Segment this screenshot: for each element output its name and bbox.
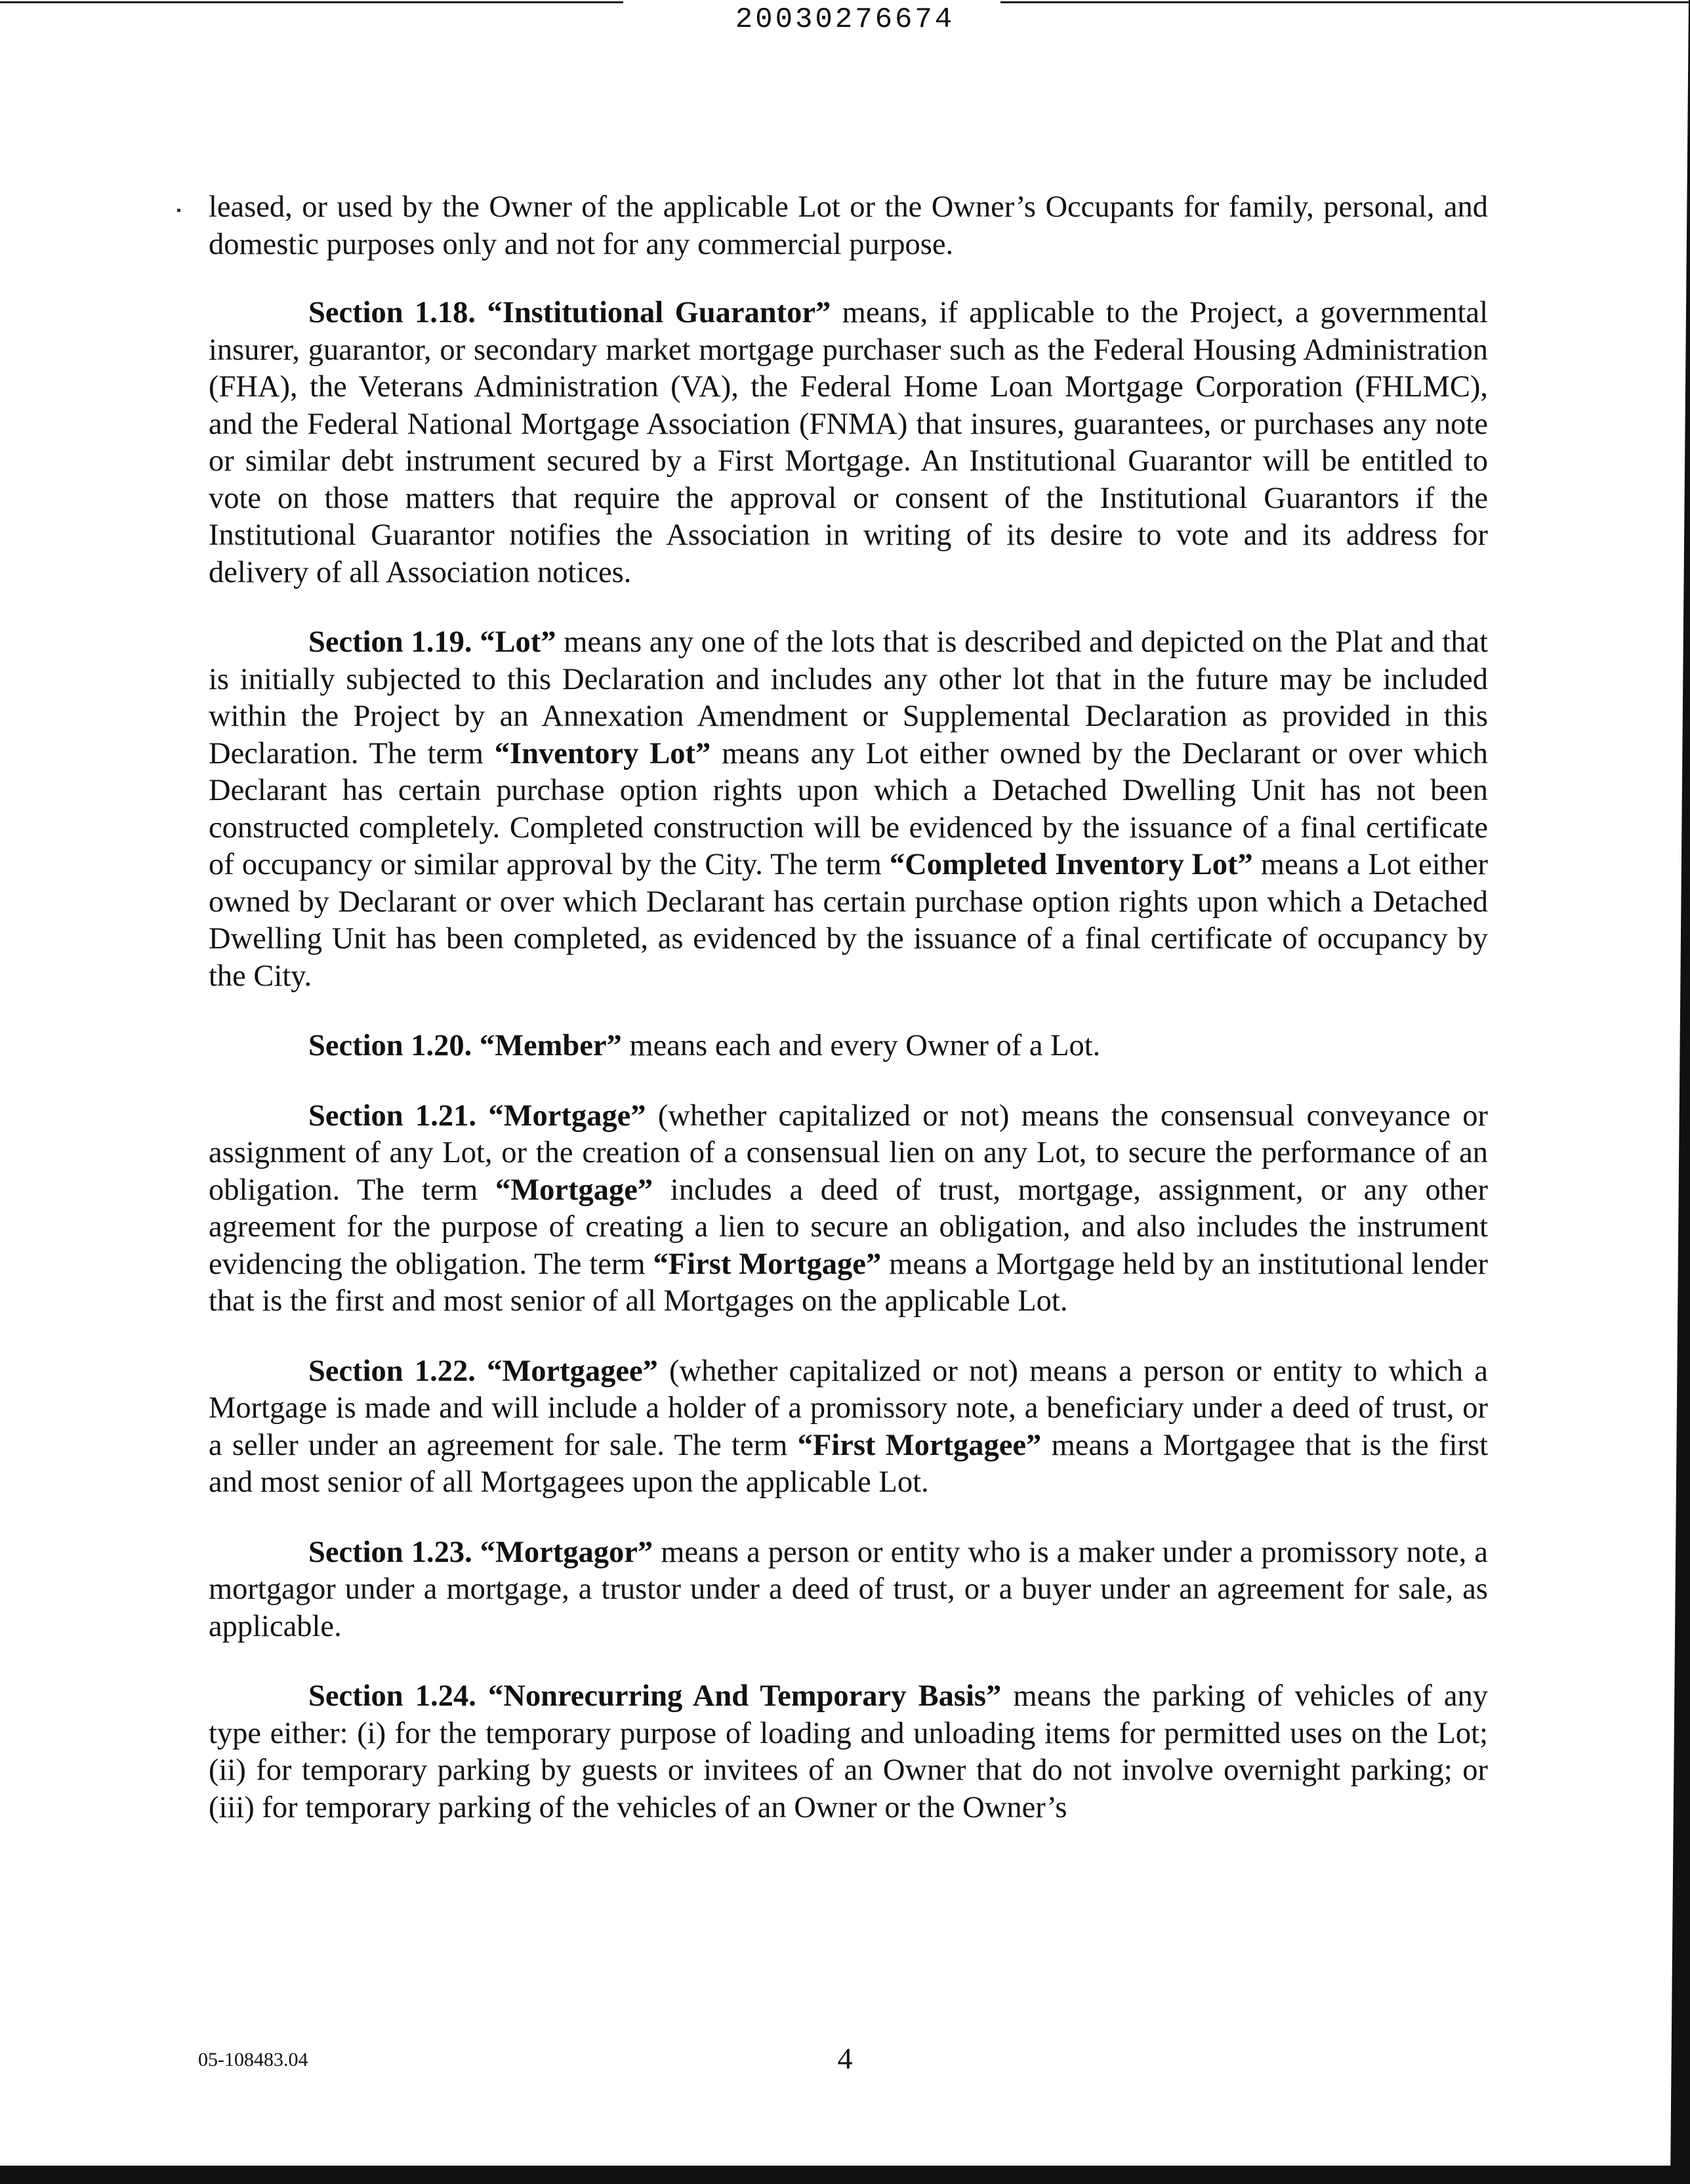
defined-term: “Lot” — [480, 625, 556, 659]
defined-term: “First Mortgage” — [653, 1247, 882, 1281]
footer-document-id: 05-108483.04 — [198, 2049, 308, 2070]
page-number: 4 — [837, 2042, 853, 2075]
paragraph-continuation: leased, or used by the Owner of the applicable Lot or the Owner’s Occupants for family, personal, and domestic purposes only and not for any commercial purpose. — [209, 190, 1488, 261]
bottom-rule — [0, 2166, 1690, 2184]
section-1-20: Section 1.20. “Member” means each and every Owner of a Lot. — [308, 1029, 1101, 1062]
section-number: Section 1.21. — [308, 1099, 477, 1133]
section-number: Section 1.24. — [308, 1679, 476, 1713]
defined-term: “Institutional Guarantor” — [487, 296, 831, 329]
defined-term: “Mortgage” — [488, 1099, 646, 1133]
defined-term: “Mortgagee” — [487, 1354, 658, 1388]
defined-term: “Mortgagor” — [480, 1535, 653, 1569]
defined-term: “First Mortgagee” — [797, 1428, 1042, 1462]
section-1-22: Section 1.22. “Mortgagee” (whether capitalized or not) means a person or entity to which a Mortgage is made and will include a holder of a promissory note, a beneficiary under a deed of trust, or a seller under an agreement for sale. The term “First Mortgagee” means a Mortgagee that is the first and most senior of all Mortgagees upon the applicable Lot. — [209, 1354, 1488, 1499]
recording-number: 20030276674 — [735, 3, 955, 36]
section-1-21: Section 1.21. “Mortgage” (whether capitalized or not) means the consensual conveyance or assignment of any Lot, or the creation of a consensual lien on any Lot, to secure the performance of an obligation. The term “Mortgage” includes a deed of trust, mortgage, assignment, or any other agreement for the purpose of creating a lien to secure an obligation, and also includes the instrument evidencing the obligation. The term “First Mortgage” means a Mortgage held by an institutional lender that is the first and most senior of all Mortgages on the applicable Lot. — [209, 1099, 1488, 1318]
defined-term: “Member” — [479, 1029, 622, 1062]
section-1-24: Section 1.24. “Nonrecurring And Temporary Basis” means the parking of vehicles of any type either: (i) for the temporary purpose of loading and unloading items for permitted uses on the Lot; (ii) for temporary parking by guests or invitees of an Owner that do not involve overnight parking; or (iii) for temporary parking of the vehicles of an Owner or the Owner’s — [209, 1679, 1489, 1824]
defined-term: “Completed Inventory Lot” — [889, 848, 1253, 881]
section-number: Section 1.22. — [308, 1354, 476, 1388]
section-1-23: Section 1.23. “Mortgagor” means a person or entity who is a maker under a promissory note, a mortgagor under a mortgage, a trustor under a deed of trust, or a buyer under an agreement for sale, as applicable. — [209, 1535, 1489, 1643]
section-number: Section 1.20. — [308, 1029, 472, 1062]
defined-term: “Inventory Lot” — [494, 736, 711, 770]
section-number: Section 1.23. — [308, 1535, 472, 1569]
scan-edge-right — [1670, 0, 1690, 2184]
defined-term: “Nonrecurring And Temporary Basis” — [488, 1679, 1002, 1713]
section-number: Section 1.18. — [308, 296, 476, 329]
scan-speck — [177, 209, 180, 212]
defined-term: “Mortgage” — [495, 1173, 653, 1207]
section-number: Section 1.19. — [308, 625, 472, 659]
document-body — [209, 189, 1488, 1859]
section-1-18: Section 1.18. “Institutional Guarantor” means, if applicable to the Project, a governmental insurer, guarantor, or secondary market mortgage purchaser such as the Federal Housing Administration (FHA), the Veterans Administration (VA), the Federal Home Loan Mortgage Corporation (FHLMC), and the Federal National Mortgage Association (FNMA) that insures, guarantees, or purchases any note or similar debt instrument secured by a First Mortgage. An Institutional Guarantor will be entitled to vote on those matters that require the approval or consent of the Institutional Guarantors if the Institutional Guarantor notifies the Association in writing of its desire to vote and its address for delivery of all Association notices. — [209, 296, 1488, 589]
section-1-19: Section 1.19. “Lot” means any one of the lots that is described and depicted on the Plat and that is initially subjected to this Declaration and includes any other lot that in the future may be included within the Project by an Annexation Amendment or Supplemental Declaration as provided in this Declaration. The term “Inventory Lot” means any Lot either owned by the Declarant or over which Declarant has certain purchase option rights upon which a Detached Dwelling Unit has not been constructed completely. Completed construction will be evidenced by the issuance of a final certificate of occupancy or similar approval by the City. The term “Completed Inventory Lot” means a Lot either owned by Declarant or over which Declarant has certain purchase option rights upon which a Detached Dwelling Unit has been completed, as evidenced by the issuance of a final certificate of occupancy by the City. — [209, 625, 1489, 993]
